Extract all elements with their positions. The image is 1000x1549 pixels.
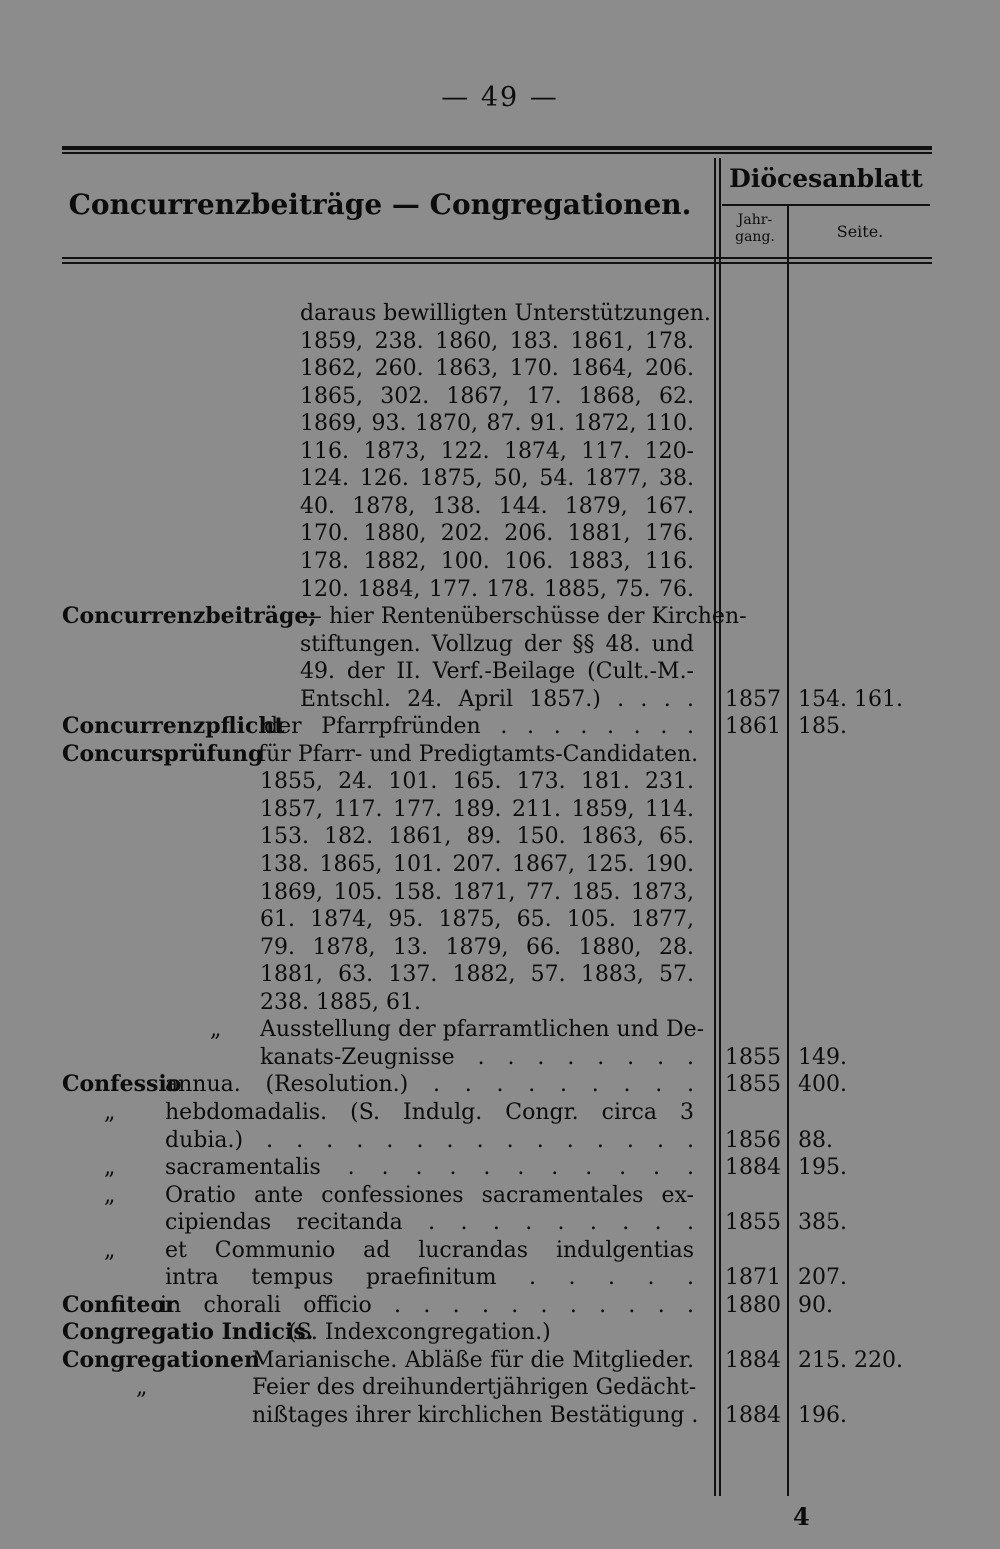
- jahrgang-cell: 1861: [725, 714, 781, 740]
- jahrgang-cell: 1855: [725, 1072, 781, 1098]
- index-line: [0, 1071, 1000, 1099]
- index-line: [0, 1182, 1000, 1210]
- seite-cell: 207.: [798, 1265, 847, 1291]
- header-rule-second: [62, 262, 932, 264]
- index-line: [0, 686, 1000, 714]
- index-text: 238. 1885, 61.: [260, 989, 421, 1015]
- index-line: [0, 741, 1000, 769]
- index-keyword: Congregationen: [62, 1346, 260, 1373]
- jahrgang-cell: 1856: [725, 1127, 781, 1153]
- index-line: [0, 1292, 1000, 1320]
- index-text: sacramentalis . . . . . . . . . . .: [165, 1155, 694, 1181]
- index-line: [0, 768, 1000, 796]
- index-text: 153. 182. 1861, 89. 150. 1863, 65.: [260, 824, 694, 850]
- index-line: [0, 823, 1000, 851]
- index-text: Ausstellung der pfarramtlichen und De-: [260, 1017, 705, 1043]
- index-text: 1855, 24. 101. 165. 173. 181. 231.: [260, 769, 694, 795]
- index-text: 116. 1873, 122. 1874, 117. 120-: [300, 438, 694, 464]
- index-text: et Communio ad lucrandas indulgentias: [165, 1237, 694, 1263]
- index-line: [0, 851, 1000, 879]
- index-line: [0, 328, 1000, 356]
- index-line: [0, 1016, 1000, 1044]
- index-text: 40. 1878, 138. 144. 1879, 167.: [300, 493, 694, 519]
- jahrgang-heading: Jahr- gang.: [735, 212, 775, 245]
- top-rule: [62, 146, 932, 150]
- index-text: 1857, 117. 177. 189. 211. 1859, 114.: [260, 796, 694, 822]
- index-text: 1865, 302. 1867, 17. 1868, 62.: [300, 383, 694, 409]
- index-line: [0, 796, 1000, 824]
- index-line: [0, 493, 1000, 521]
- seite-cell: 400.: [798, 1072, 847, 1098]
- index-line: [0, 1154, 1000, 1182]
- index-keyword: Congregatio Indicis.: [62, 1319, 314, 1346]
- index-keyword: „: [210, 1017, 222, 1043]
- header-rule: [62, 257, 932, 259]
- diocesanblatt-heading: Diöcesanblatt: [729, 164, 923, 193]
- index-text: hebdomadalis. (S. Indulg. Congr. circa 3: [165, 1099, 694, 1125]
- jahrgang-cell: 1880: [725, 1292, 781, 1318]
- index-line: [0, 465, 1000, 493]
- index-text: annua. (Resolution.) . . . . . . . . .: [165, 1072, 694, 1098]
- index-text: für Pfarr- und Predigtamts-Candidaten.: [258, 741, 699, 767]
- index-line: [0, 658, 1000, 686]
- index-text: Feier des dreihundertjährigen Gedächt-: [252, 1375, 697, 1401]
- seite-cell: 154. 161.: [798, 686, 903, 712]
- index-text: kanats-Zeugnisse . . . . . . . .: [260, 1044, 694, 1070]
- index-line: [0, 1347, 1000, 1375]
- index-line: [0, 1402, 1000, 1430]
- index-line: [0, 300, 1000, 328]
- index-line: [0, 576, 1000, 604]
- index-text: 1862, 260. 1863, 170. 1864, 206.: [300, 356, 694, 382]
- index-text: 1859, 238. 1860, 183. 1861, 178.: [300, 328, 694, 354]
- index-keyword: „: [104, 1237, 116, 1263]
- index-text: 61. 1874, 95. 1875, 65. 105. 1877,: [260, 907, 694, 933]
- index-text: Oratio ante confessiones sacramentales ex-: [165, 1182, 694, 1208]
- index-text: 138. 1865, 101. 207. 1867, 125. 190.: [260, 852, 694, 877]
- index-keyword: „: [104, 1155, 116, 1181]
- seite-cell: 215. 220.: [798, 1347, 903, 1373]
- seite-cell: 88.: [798, 1127, 833, 1153]
- index-keyword: „: [136, 1375, 148, 1401]
- index-text: der Pfarrpfründen . . . . . . . .: [264, 714, 694, 740]
- seite-cell: 196.: [798, 1403, 847, 1428]
- index-line: [0, 989, 1000, 1017]
- seite-cell: 90.: [798, 1292, 833, 1318]
- index-line: [0, 961, 1000, 989]
- index-text: Marianische. Abläße für die Mitglieder.: [252, 1347, 694, 1373]
- jahrgang-cell: 1884: [725, 1403, 781, 1428]
- index-keyword: „: [104, 1182, 116, 1208]
- index-line: [0, 383, 1000, 411]
- page-number: — 49 —: [441, 82, 559, 113]
- index-text: — hier Rentenüberschüsse der Kirchen-: [300, 604, 747, 630]
- jahrgang-cell: 1884: [725, 1347, 781, 1373]
- index-keyword: Concurrenzpflicht: [62, 713, 285, 740]
- index-line: [0, 1237, 1000, 1265]
- jahrgang-cell: 1855: [725, 1210, 781, 1236]
- index-line: [0, 1099, 1000, 1127]
- jahrgang-cell: 1871: [725, 1265, 781, 1291]
- jahrgang-cell: 1884: [725, 1155, 781, 1181]
- index-line: [0, 438, 1000, 466]
- index-keyword: „: [104, 1099, 116, 1125]
- index-line: [0, 1374, 1000, 1402]
- index-line: [0, 1264, 1000, 1292]
- index-line: [0, 548, 1000, 576]
- index-line: [0, 934, 1000, 962]
- seite-cell: 149.: [798, 1044, 847, 1070]
- index-text: 1869, 93. 1870, 87. 91. 1872, 110.: [300, 411, 694, 437]
- index-line: [0, 631, 1000, 659]
- index-text: 178. 1882, 100. 106. 1883, 116.: [300, 548, 694, 574]
- index-text: Entschl. 24. April 1857.) . . . .: [300, 686, 694, 712]
- index-text: (S. Indexcongregation.): [288, 1320, 551, 1346]
- seite-cell: 195.: [798, 1155, 847, 1181]
- index-line: [0, 520, 1000, 548]
- index-line: [0, 410, 1000, 438]
- index-text: 49. der II. Verf.-Beilage (Cult.-M.-: [300, 659, 694, 685]
- index-line: [0, 906, 1000, 934]
- index-text: 1869, 105. 158. 1871, 77. 185. 1873,: [260, 879, 694, 905]
- index-line: [0, 879, 1000, 907]
- index-line: [0, 603, 1000, 631]
- seite-cell: 385.: [798, 1210, 847, 1236]
- signature-mark: 4: [793, 1502, 810, 1531]
- index-line: [0, 1127, 1000, 1155]
- jahrgang-cell: 1857: [725, 686, 781, 712]
- index-text: stiftungen. Vollzug der §§ 48. und: [300, 631, 694, 657]
- index-line: [0, 713, 1000, 741]
- index-keyword: Concursprüfung: [62, 740, 264, 767]
- index-text: cipiendas recitanda . . . . . . . . .: [165, 1210, 694, 1236]
- index-keyword: Concurrenzbeiträge;: [62, 603, 317, 630]
- index-text: nißtages ihrer kirchlichen Bestätigung .: [252, 1403, 699, 1428]
- index-line: [0, 1209, 1000, 1237]
- top-rule-thin: [62, 152, 932, 154]
- section-title: Concurrenzbeiträge — Congregationen.: [68, 188, 692, 221]
- index-line: [0, 355, 1000, 383]
- jahrgang-cell: 1855: [725, 1044, 781, 1070]
- index-text: 170. 1880, 202. 206. 1881, 176.: [300, 521, 694, 547]
- index-text: intra tempus praefinitum . . . . .: [165, 1265, 694, 1291]
- index-text: daraus bewilligten Unterstützungen.: [300, 301, 711, 326]
- seite-heading: Seite.: [836, 222, 884, 241]
- index-text: in chorali officio . . . . . . . . . . .: [160, 1292, 694, 1318]
- index-text: 79. 1878, 13. 1879, 66. 1880, 28.: [260, 934, 694, 960]
- header-divider: [722, 204, 930, 206]
- seite-cell: 185.: [798, 714, 847, 740]
- index-line: [0, 1319, 1000, 1347]
- index-line: [0, 1044, 1000, 1072]
- index-text: 1881, 63. 137. 1882, 57. 1883, 57.: [260, 962, 694, 988]
- index-keyword: Confessio: [62, 1071, 182, 1098]
- index-text: 124. 126. 1875, 50, 54. 1877, 38.: [300, 466, 694, 492]
- index-text: dubia.) . . . . . . . . . . . . . . .: [165, 1127, 694, 1153]
- index-text: 120. 1884, 177. 178. 1885, 75. 76.: [300, 576, 694, 602]
- index-keyword: Confiteor: [62, 1291, 177, 1318]
